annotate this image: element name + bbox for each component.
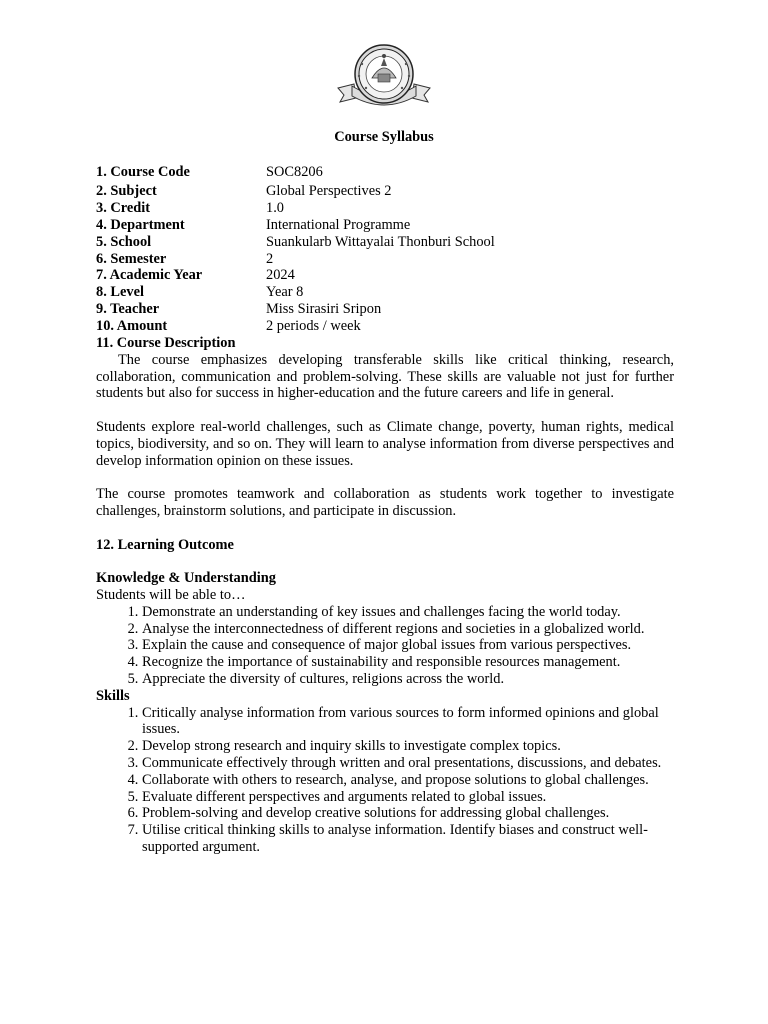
info-label: 4. Department [96,216,185,233]
description-paragraph: The course promotes teamwork and collaboration as students work together to investigate challenges, brainstorm solutions, and participate in discussion. [96,486,674,519]
knowledge-list [96,604,674,688]
info-label: 9. Teacher [96,300,160,317]
info-row-subject [96,183,674,200]
info-label: 3. Credit [96,200,151,217]
info-value: 2 [266,250,274,267]
description-paragraph: Students explore real-world challenges, such as Climate change, poverty, human rights, medical topics, biodiversity, and so on. They will learn to analyse information from diverse perspectives and develop information opinion on these issues. [96,418,674,469]
document-title: Course Syllabus [334,129,434,145]
info-value: 2024 [266,267,295,284]
info-value: Miss Sirasiri Sripon [266,300,382,317]
info-label: 8. Level [96,284,144,301]
subheading-knowledge: Knowledge & Understanding [96,570,276,587]
list-item: 7. Utilise critical thinking skills to analyse information. Identify biases and construct well-supported argument. [142,822,674,856]
list-item: 4. Recognize the importance of sustainability and responsible resources management. [142,654,674,671]
list-item: 6. Problem-solving and develop creative solutions for addressing global challenges. [142,805,674,822]
info-label: 10. Amount [96,317,168,334]
info-row-credit [96,200,674,217]
list-item: 5. Appreciate the diversity of cultures, religions across the world. [142,671,674,688]
info-value: Global Perspectives 2 [266,183,392,200]
course-body [96,335,674,856]
info-value: International Programme [266,216,411,233]
course-info-table [96,164,674,335]
list-item: 1. Demonstrate an understanding of key issues and challenges facing the world today. [142,604,674,621]
list-item: 5. Evaluate different perspectives and arguments related to global issues. [142,789,674,806]
section-heading-description: 11. Course Description [96,335,236,351]
info-row-course-code [96,164,674,181]
skills-list [96,705,674,856]
info-value: 1.0 [266,200,284,217]
info-row-semester [96,251,674,268]
info-value: 2 periods / week [266,317,361,334]
list-item: 2. Develop strong research and inquiry skills to investigate complex topics. [142,738,674,755]
section-heading-learning-outcome: 12. Learning Outcome [96,536,234,553]
info-value: SOC8206 [266,164,323,180]
list-item: 4. Collaborate with others to research, analyse, and propose solutions to global challenges. [142,772,674,789]
info-label: 5. School [96,233,152,250]
knowledge-intro: Students will be able to… [96,586,246,603]
list-item: 3. Communicate effectively through written and oral presentations, discussions, and debates. [142,755,674,772]
info-row-teacher [96,301,674,318]
list-item: 1. Critically analyse information from various sources to form informed opinions and global issues. [142,705,674,739]
list-item: 2. Analyse the interconnectedness of different regions and societies in a globalized world. [142,621,674,638]
info-value: Suankularb Wittayalai Thonburi School [266,233,495,250]
info-row-school [96,234,674,251]
info-label: 7. Academic Year [96,267,203,284]
info-row-level [96,284,674,301]
subheading-skills: Skills [96,687,130,704]
description-paragraph: The course emphasizes developing transferable skills like critical thinking, research, collaboration, communication and problem-solving. These skills are valuable not just for further students but also for success in higher-education and the future careers and life in general. [96,351,674,402]
info-label: 6. Semester [96,250,167,267]
info-label: 1. Course Code [96,164,190,180]
info-row-amount [96,318,674,335]
school-seal-logo [332,44,436,110]
list-item: 3. Explain the cause and consequence of major global issues from various perspectives. [142,637,674,654]
info-row-department [96,217,674,234]
info-value: Year 8 [266,284,304,301]
info-label: 2. Subject [96,183,157,200]
info-row-academic-year [96,267,674,284]
